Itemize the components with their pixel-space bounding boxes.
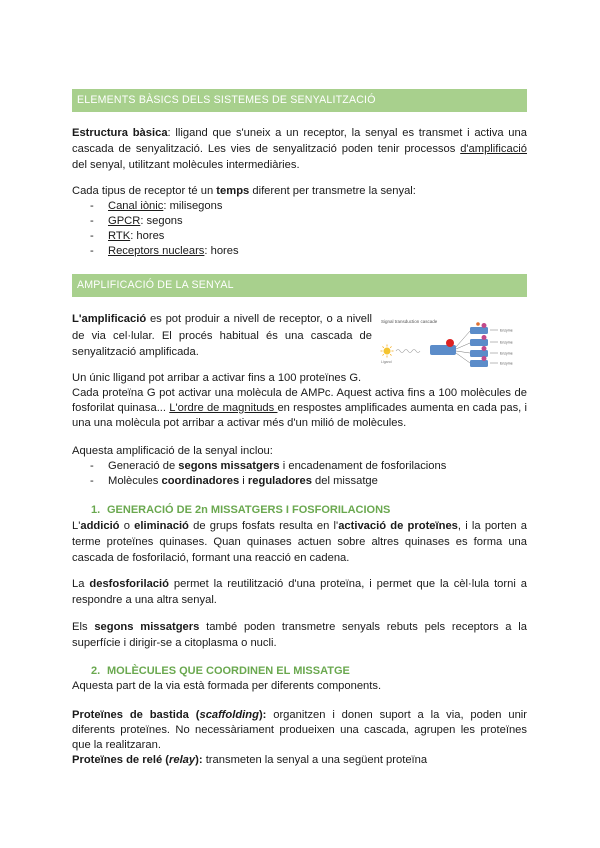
paragraph-estructura xyxy=(72,125,527,173)
text: Aquesta part de la via està formada per diferents components. xyxy=(72,680,382,692)
receptor-protein xyxy=(430,339,456,355)
includes-list xyxy=(90,459,446,489)
text: Generació de xyxy=(108,460,179,472)
bold-term: activació de proteïnes xyxy=(338,520,458,532)
paragraph-fosforilacio xyxy=(72,518,527,566)
section-banner-elements xyxy=(72,89,527,112)
text: : hores xyxy=(130,230,165,242)
link-gpcr[interactable]: GPCR xyxy=(108,215,141,227)
list-item xyxy=(90,214,239,229)
paragraph-components xyxy=(72,679,527,694)
text: Cada tipus de receptor té un xyxy=(72,185,217,197)
link-rtk[interactable]: RTK xyxy=(108,230,131,242)
text: : segons xyxy=(140,215,183,227)
bold-term: coordinadores xyxy=(161,475,240,487)
text: : lligand que s'uneix a un receptor, la senyal es transmet i activa una cascada de senyalització. Les vies de senyalització poden tenir processos xyxy=(72,127,527,155)
link-receptors-nuclears[interactable]: Receptors nuclears xyxy=(108,245,205,257)
figure-caption: Signal transduction cascade xyxy=(381,319,438,324)
text: organitzen i donen suport a la via, poden unir diferents proteïnes. No necessàriament produeixen una cascada, agrupen les proteïnes que la realitzaran. xyxy=(72,709,527,751)
paragraph-g-protein-line xyxy=(72,371,527,386)
paragraph-segons-missatgers xyxy=(72,619,527,651)
subheading-molecules xyxy=(91,664,350,679)
bold-term: Proteïnes de bastida ( xyxy=(72,709,200,721)
text: : milisegons xyxy=(163,200,223,212)
list-item xyxy=(90,199,239,214)
bold-term: desfosforilació xyxy=(89,578,169,590)
figure-label: Ligand xyxy=(381,360,392,364)
paragraph-desfosforilacio xyxy=(72,576,527,608)
text: i encadenament de fosforilacions xyxy=(279,460,447,472)
figure-label: Enzyme xyxy=(500,340,513,345)
bold-term: addició xyxy=(80,520,120,532)
section-title: ELEMENTS BÀSICS DELS SISTEMES DE SENYALITZACIÓ xyxy=(77,94,376,106)
bold-italic-term: scaffolding xyxy=(199,709,259,721)
text: del missatge xyxy=(311,475,378,487)
text: de grups fosfats resulta en l' xyxy=(188,520,339,532)
heading-text: GENERACIÓ DE 2n MISSATGERS I FOSFORILACIONS xyxy=(107,504,391,516)
text: Molècules xyxy=(108,475,162,487)
list-item xyxy=(90,459,446,474)
text: : hores xyxy=(204,245,239,257)
text: permet la reutilització d'una proteïna, i permet que la cèl·lula torni a respondre a una altra senyal. xyxy=(72,578,527,606)
bold-term: ): xyxy=(258,709,267,721)
list-item xyxy=(90,244,239,259)
bold-term: eliminació xyxy=(134,520,189,532)
link-canal-ionic[interactable]: Canal iònic xyxy=(108,200,164,212)
text: Aquesta amplificació de la senyal inclou: xyxy=(72,445,273,457)
text: del senyal, utilitzant molècules intermediàries. xyxy=(72,159,300,171)
heading-text: MOLÈCULES QUE COORDINEN EL MISSATGE xyxy=(107,665,350,677)
bold-term: segons missatgers xyxy=(94,621,200,633)
section-title: AMPLIFICACIÓ DE LA SENYAL xyxy=(77,279,234,291)
paragraph-temps xyxy=(72,184,527,199)
paragraph-ampc xyxy=(72,386,527,431)
heading-number: 1. xyxy=(91,504,101,516)
text: i xyxy=(239,475,248,487)
figure-label: Enzyme xyxy=(500,328,513,333)
text: Cada proteïna G pot activar una molècula de AMPc. Aquest activa fins a 100 molècules de fosforilat quinasa... xyxy=(72,387,527,414)
signal-wave xyxy=(396,350,420,353)
text: Un únic lligand pot arribar a activar fins a 100 proteïnes G. xyxy=(72,372,362,384)
text: L' xyxy=(72,520,81,532)
amplification-arrows xyxy=(456,331,470,363)
bold-term: Estructura bàsica xyxy=(72,127,168,139)
text: en respostes amplificades aumenta en cada pas, i una una molècula pot arribar a activar més d'un milió de molècules. xyxy=(72,402,527,429)
paragraph-inclou xyxy=(72,444,527,459)
kinase-proteins xyxy=(470,322,488,367)
receptor-time-list xyxy=(90,199,239,259)
bold-term: L'amplificació xyxy=(72,313,147,325)
bold-term: temps xyxy=(216,185,250,197)
text: diferent per transmetre la senyal: xyxy=(249,185,416,197)
subheading-generacio xyxy=(91,503,390,518)
text: es pot produir a nivell de receptor, o a nivell de via cel·lular. El procés habitual és una cascada de senyalització amplificada. xyxy=(72,313,372,358)
bold-term: reguladores xyxy=(247,475,312,487)
signal-cascade-figure xyxy=(378,313,528,368)
text: transmeten la senyal a una següent proteïna xyxy=(202,754,428,766)
output-arrows xyxy=(490,330,498,363)
text: , i la porten a terme proteïnes quinases. Quan quinases actuen sobre altres quinases es forma una cascada de fosforilació, formant una reacció en cadena. xyxy=(72,520,527,564)
link-amplificacio[interactable]: d'amplificació xyxy=(460,143,527,155)
text: o xyxy=(119,520,135,532)
list-item xyxy=(90,229,239,244)
figure-label: Enzyme xyxy=(500,351,513,356)
figure-label: Enzyme xyxy=(500,361,513,366)
paragraph-bastida xyxy=(72,708,527,753)
bold-term: segons missatgers xyxy=(178,460,280,472)
link-ordre-magnituds[interactable]: L'ordre de magnituds xyxy=(169,402,278,414)
paragraph-rele xyxy=(72,753,527,768)
paragraph-amplificacio xyxy=(72,311,372,361)
ligand-icon xyxy=(381,345,394,358)
list-item xyxy=(90,474,446,489)
text: La xyxy=(72,578,90,590)
heading-number: 2. xyxy=(91,665,101,677)
bold-italic-term: relay xyxy=(169,754,196,766)
bold-term: ): xyxy=(195,754,203,766)
bold-term: Proteïnes de relé ( xyxy=(72,754,169,766)
text: Els xyxy=(72,621,95,633)
text: també poden transmetre senyals rebuts pels receptors a la superfície i dirigir-se a citoplasma o nucli. xyxy=(72,621,527,649)
section-banner-amplificacio xyxy=(72,274,527,297)
